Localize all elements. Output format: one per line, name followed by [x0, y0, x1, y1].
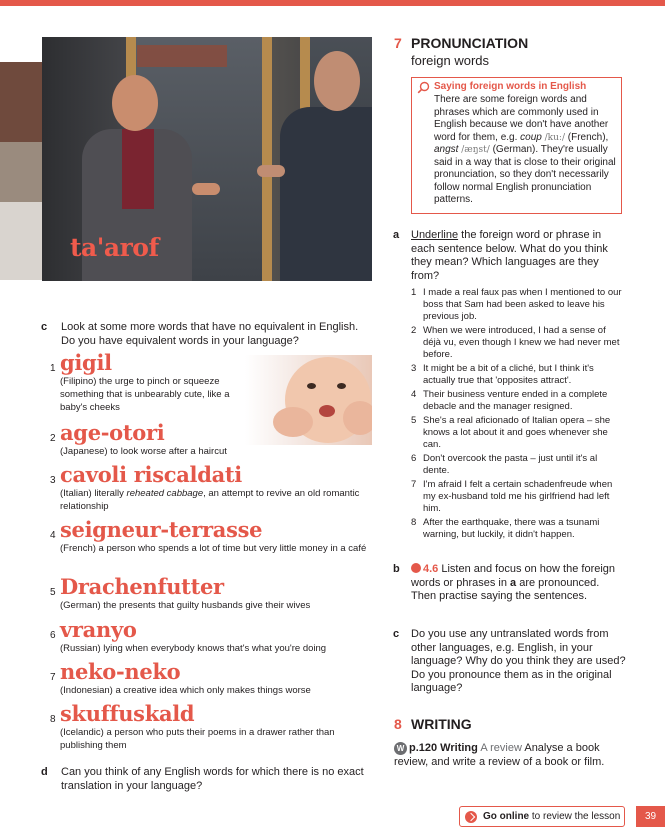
word-item: 3 cavoli riscaldati (Italian) literally reheated cabbage, an attempt to revive an old romantic relationship	[50, 462, 360, 512]
tip-title: Saying foreign words in English	[434, 81, 587, 92]
page-number: 39	[636, 806, 665, 827]
word-item: 1 gigil (Filipino) the urge to pinch or squeeze something that is unbearably cute, like a baby's cheeks	[50, 350, 230, 413]
list-item: 3 It might be a bit of a cliché, but I think it's actually true that 'opposites attract'.	[411, 363, 594, 386]
word-item: 6 vranyo (Russian) lying when everybody knows that's what you're doing	[50, 617, 327, 654]
question-d-left: d Can you think of any English words for which there is no exact translation in your language?	[41, 766, 364, 792]
question-a: a Underline the foreign word or phrase in each sentence below. What do you think they mean? Which languages are they from?	[393, 229, 608, 282]
question-c-right: c Do you use any untranslated words from other languages, e.g. English, in your language? Why do you think they are used? Do you pronounce them as in the original language?	[393, 628, 626, 694]
sentence-list	[411, 287, 626, 543]
section-number: 7	[394, 35, 402, 51]
list-item: 4 Their business venture ended in a complete debacle and the manager resigned.	[411, 389, 608, 412]
word-item: 8 skuffuskald (Icelandic) a person who puts their poems in a drawer rather than publishing them	[50, 701, 335, 751]
section-subtitle: foreign words	[411, 53, 490, 68]
section-title: WRITING	[411, 716, 472, 732]
audio-icon[interactable]	[411, 563, 421, 573]
question-b: b 4.6 Listen and focus on how the foreign words or phrases in a are pronounced. Then practise saying the sentences.	[393, 563, 616, 602]
pronunciation-tip-box	[411, 77, 622, 214]
list-item: 7 I'm afraid I felt a certain schadenfreude when my ex-husband told me his girlfriend had left him.	[411, 479, 613, 514]
main-photo	[42, 37, 372, 281]
word-item: 7 neko-neko (Indonesian) a creative idea which only makes things worse	[50, 659, 311, 696]
word-item: 2 age-otori (Japanese) to look worse after a haircut	[50, 420, 227, 457]
arrow-circle-icon	[465, 811, 477, 823]
magnifier-icon	[417, 81, 430, 94]
list-item: 5 She's a real aficionado of Italian opera – she knows a lot about it and goes whenever she can.	[411, 415, 611, 450]
writing-badge-icon: W	[394, 742, 407, 755]
list-item: 1 I made a real faux pas when I mentioned to our boss that Sam had been asked to leave his previous job.	[411, 287, 622, 322]
photo-caption: ta'arof	[70, 233, 159, 262]
tip-body: There are some foreign words and phrases which are commonly used in English because we don't have another word for them, e.g. coup /kuː/ (French), angst /æŋst/ (German). They're usually said in a way that is close to their original pronunciation, so they don't necessarily follow normal English pronunciation patterns.	[434, 94, 616, 205]
question-c-left: c Look at some more words that have no equivalent in English. Do you have equivalent words in your language?	[41, 321, 359, 347]
adjacent-page-photo-edge	[0, 62, 42, 280]
section-title: PRONUNCIATION	[411, 35, 529, 51]
list-item: 2 When we were introduced, I had a sense of déjà vu, even though I knew we had never met before.	[411, 325, 620, 360]
top-accent-bar	[0, 0, 665, 6]
word-item: 5 Drachenfutter (German) the presents that guilty husbands give their wives	[50, 574, 311, 611]
go-online-button[interactable]: Go online to review the lesson	[459, 806, 625, 827]
writing-reference: W p.120 Writing A review Analyse a book review, and write a review of a book or film.	[394, 742, 605, 768]
list-item: 8 After the earthquake, there was a tsunami warning, but luckily, it didn't happen.	[411, 517, 600, 540]
section-number: 8	[394, 716, 402, 732]
word-item: 4 seigneur-terrasse (French) a person who spends a lot of time but very little money in a café	[50, 517, 367, 554]
list-item: 6 Don't overcook the pasta – just until it's al dente.	[411, 453, 598, 476]
